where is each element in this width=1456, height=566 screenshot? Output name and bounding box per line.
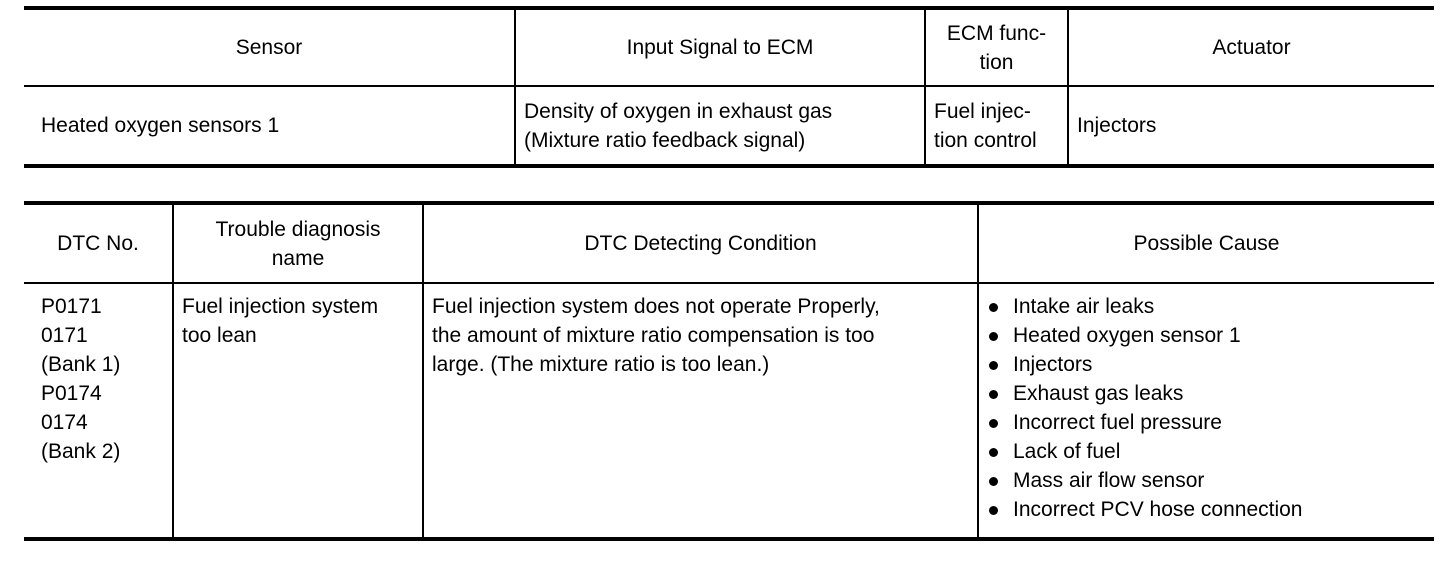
list-item: Lack of fuel — [987, 437, 1434, 466]
trouble-name-line: Fuel injection system — [182, 295, 379, 318]
table-header-row — [24, 203, 1434, 283]
table-row — [24, 86, 1434, 166]
cell-detecting-condition — [423, 283, 978, 539]
header-ecm-function — [925, 8, 1068, 86]
dtc-code: 0174 — [41, 411, 88, 434]
cell-dtc-no — [24, 283, 173, 539]
cell-sensor: Heated oxygen sensors 1 — [41, 114, 280, 137]
header-sensor: Sensor — [24, 8, 515, 86]
header-possible-cause: Possible Cause — [978, 203, 1434, 283]
header-trouble-name-line: name — [271, 246, 325, 270]
header-input-signal: Input Signal to ECM — [515, 8, 925, 86]
dtc-code: P0174 — [41, 382, 102, 405]
dtc-code: P0171 — [41, 295, 102, 318]
cell-input-signal-line: Density of oxygen in exhaust gas — [524, 99, 833, 123]
header-trouble-name-line: Trouble diagnosis — [215, 217, 381, 241]
possible-cause-list — [987, 292, 1434, 524]
list-item: Mass air flow sensor — [987, 466, 1434, 495]
list-item: Exhaust gas leaks — [987, 379, 1434, 408]
condition-line: large. (The mixture ratio is too lean.) — [432, 353, 770, 376]
dtc-table — [24, 201, 1434, 541]
cell-possible-cause — [978, 283, 1434, 539]
cell-actuator: Injectors — [1068, 86, 1434, 166]
cell-ecm-function-line: Fuel injec- — [934, 99, 1031, 123]
cell-input-signal-line: (Mixture ratio feedback signal) — [524, 128, 806, 152]
header-ecm-function-line: ECM func- — [946, 21, 1047, 45]
header-trouble-name — [173, 203, 423, 283]
table-row — [24, 283, 1434, 539]
sensor-actuator-table — [24, 6, 1434, 168]
condition-line: Fuel injection system does not operate Properly, — [432, 295, 880, 318]
cell-trouble-name — [173, 283, 423, 539]
dtc-bank: (Bank 2) — [41, 440, 121, 463]
dtc-bank: (Bank 1) — [41, 353, 121, 376]
condition-line: the amount of mixture ratio compensation is too — [432, 324, 875, 347]
list-item: Intake air leaks — [987, 292, 1434, 321]
table-header-row — [24, 8, 1434, 86]
list-item: Heated oxygen sensor 1 — [987, 321, 1434, 350]
cell-input-signal — [515, 86, 925, 166]
header-ecm-function-line: tion — [979, 50, 1014, 74]
trouble-name-line: too lean — [182, 324, 257, 347]
list-item: Injectors — [987, 350, 1434, 379]
dtc-code: 0171 — [41, 324, 88, 347]
header-actuator: Actuator — [1068, 8, 1434, 86]
list-item: Incorrect PCV hose connection — [987, 495, 1434, 524]
list-item: Incorrect fuel pressure — [987, 408, 1434, 437]
cell-ecm-function-line: tion control — [934, 128, 1037, 152]
header-detecting-condition: DTC Detecting Condition — [423, 203, 978, 283]
header-dtc-no: DTC No. — [24, 203, 173, 283]
cell-ecm-function — [925, 86, 1068, 166]
